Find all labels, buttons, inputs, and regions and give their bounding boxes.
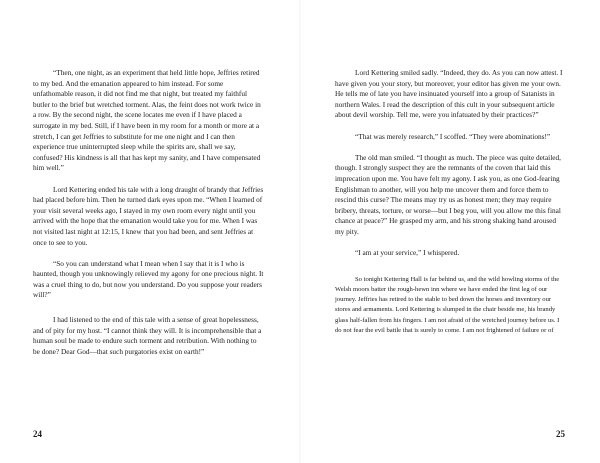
page-number: 25: [556, 429, 565, 439]
paragraph: “I am at your service,” I whispered.: [355, 248, 460, 258]
paragraph: I had listened to the end of this tale with a sense of great hopelessness, and of pity for my host. “I cannot think they will. It is incomprehensible that a human soul be made to endure such torment and retribution. With nothing to be done? Dear God—that such purgatories exist on earth!”: [33, 315, 262, 356]
paragraph: “Then, one night, as an experiment that held little hope, Jeffries retired to my bed. And the emanation appeared to him instead. For some unfathomable reason, it did not find me that night, but treated my faithful butler to the brief but wretched torment. Alas, the feint does not work twice in a row. By the second night, the scene locates me even if I have placed a surrogate in my bed. Still, if I have been in my room for a month or more at a stretch, I can get Jeffries to substitute for me one night and I can then experience true uninterrupted sleep while the spirits are, shall we say, confused? His kindness is all that has kept my sanity, and I have compensated him well.”: [33, 68, 261, 173]
paragraph: The old man smiled. “I thought as much. The piece was quite detailed, though. I strongly suspect they are the remnants of the coven that laid this imprecation upon me. You have felt my agony. I ask you, as one God-fearing Englishman to another, will you help me uncover them and force them to rescind this curse? The means may try us as honest men; they may require bribery, threats, torture, or worse—but I beg you, will you allow me this final chance at peace?” He grasped my arm, and his strong shaking hand aroused my pity.: [335, 152, 561, 236]
left-text-column: [33, 68, 265, 368]
paragraph: So tonight Kettering Hall is far behind us, and the wild howling storms of the Welsh moors batter the rough-hewn inn where we have ended the first leg of our journey. Jeffries has retired to the stable to bed down the horses and inventory our stores and armaments. Lord Kettering is slumped in the chair beside me, his brandy glass half-fallen from his fingers. I am not afraid of the wretched journey before us. I do not fear the evil battle that is surely to come. I am not frightened of failure or of: [335, 275, 560, 334]
paragraph: “So you can understand what I mean when I say that it is I who is haunted, though you unknowingly relieved my agony for one precious night. It was a cruel thing to do, but now you understand. Do you suppose your readers will?”: [33, 258, 264, 300]
page-number: 24: [33, 429, 42, 439]
right-text-column: [335, 68, 567, 347]
paragraph: Lord Kettering smiled sadly. “Indeed, they do. As you can now attest. I have given you your story, but moreover, your editor has given me your own. He tells me of late you have insinuated yourself into a group of Satanists in northern Wales. I read the description of this cult in your subsequent article about devil worship. Tell me, were you infatuated by their practices?”: [335, 68, 563, 120]
paragraph: Lord Kettering ended his tale with a long draught of brandy that Jeffries had placed before him. Then he turned dark eyes upon me. “When I learned of your visit several weeks ago, I stayed in my own room every night until you arrived with the hope that the emanation would take you for me. When I was not visited last night at 12:15, I knew that you had been, and sent Jeffries at once to see to you.: [33, 184, 264, 247]
paragraph: “That was merely research,” I scoffed. “They were abominations!”: [355, 131, 551, 141]
right-page: [300, 0, 600, 463]
